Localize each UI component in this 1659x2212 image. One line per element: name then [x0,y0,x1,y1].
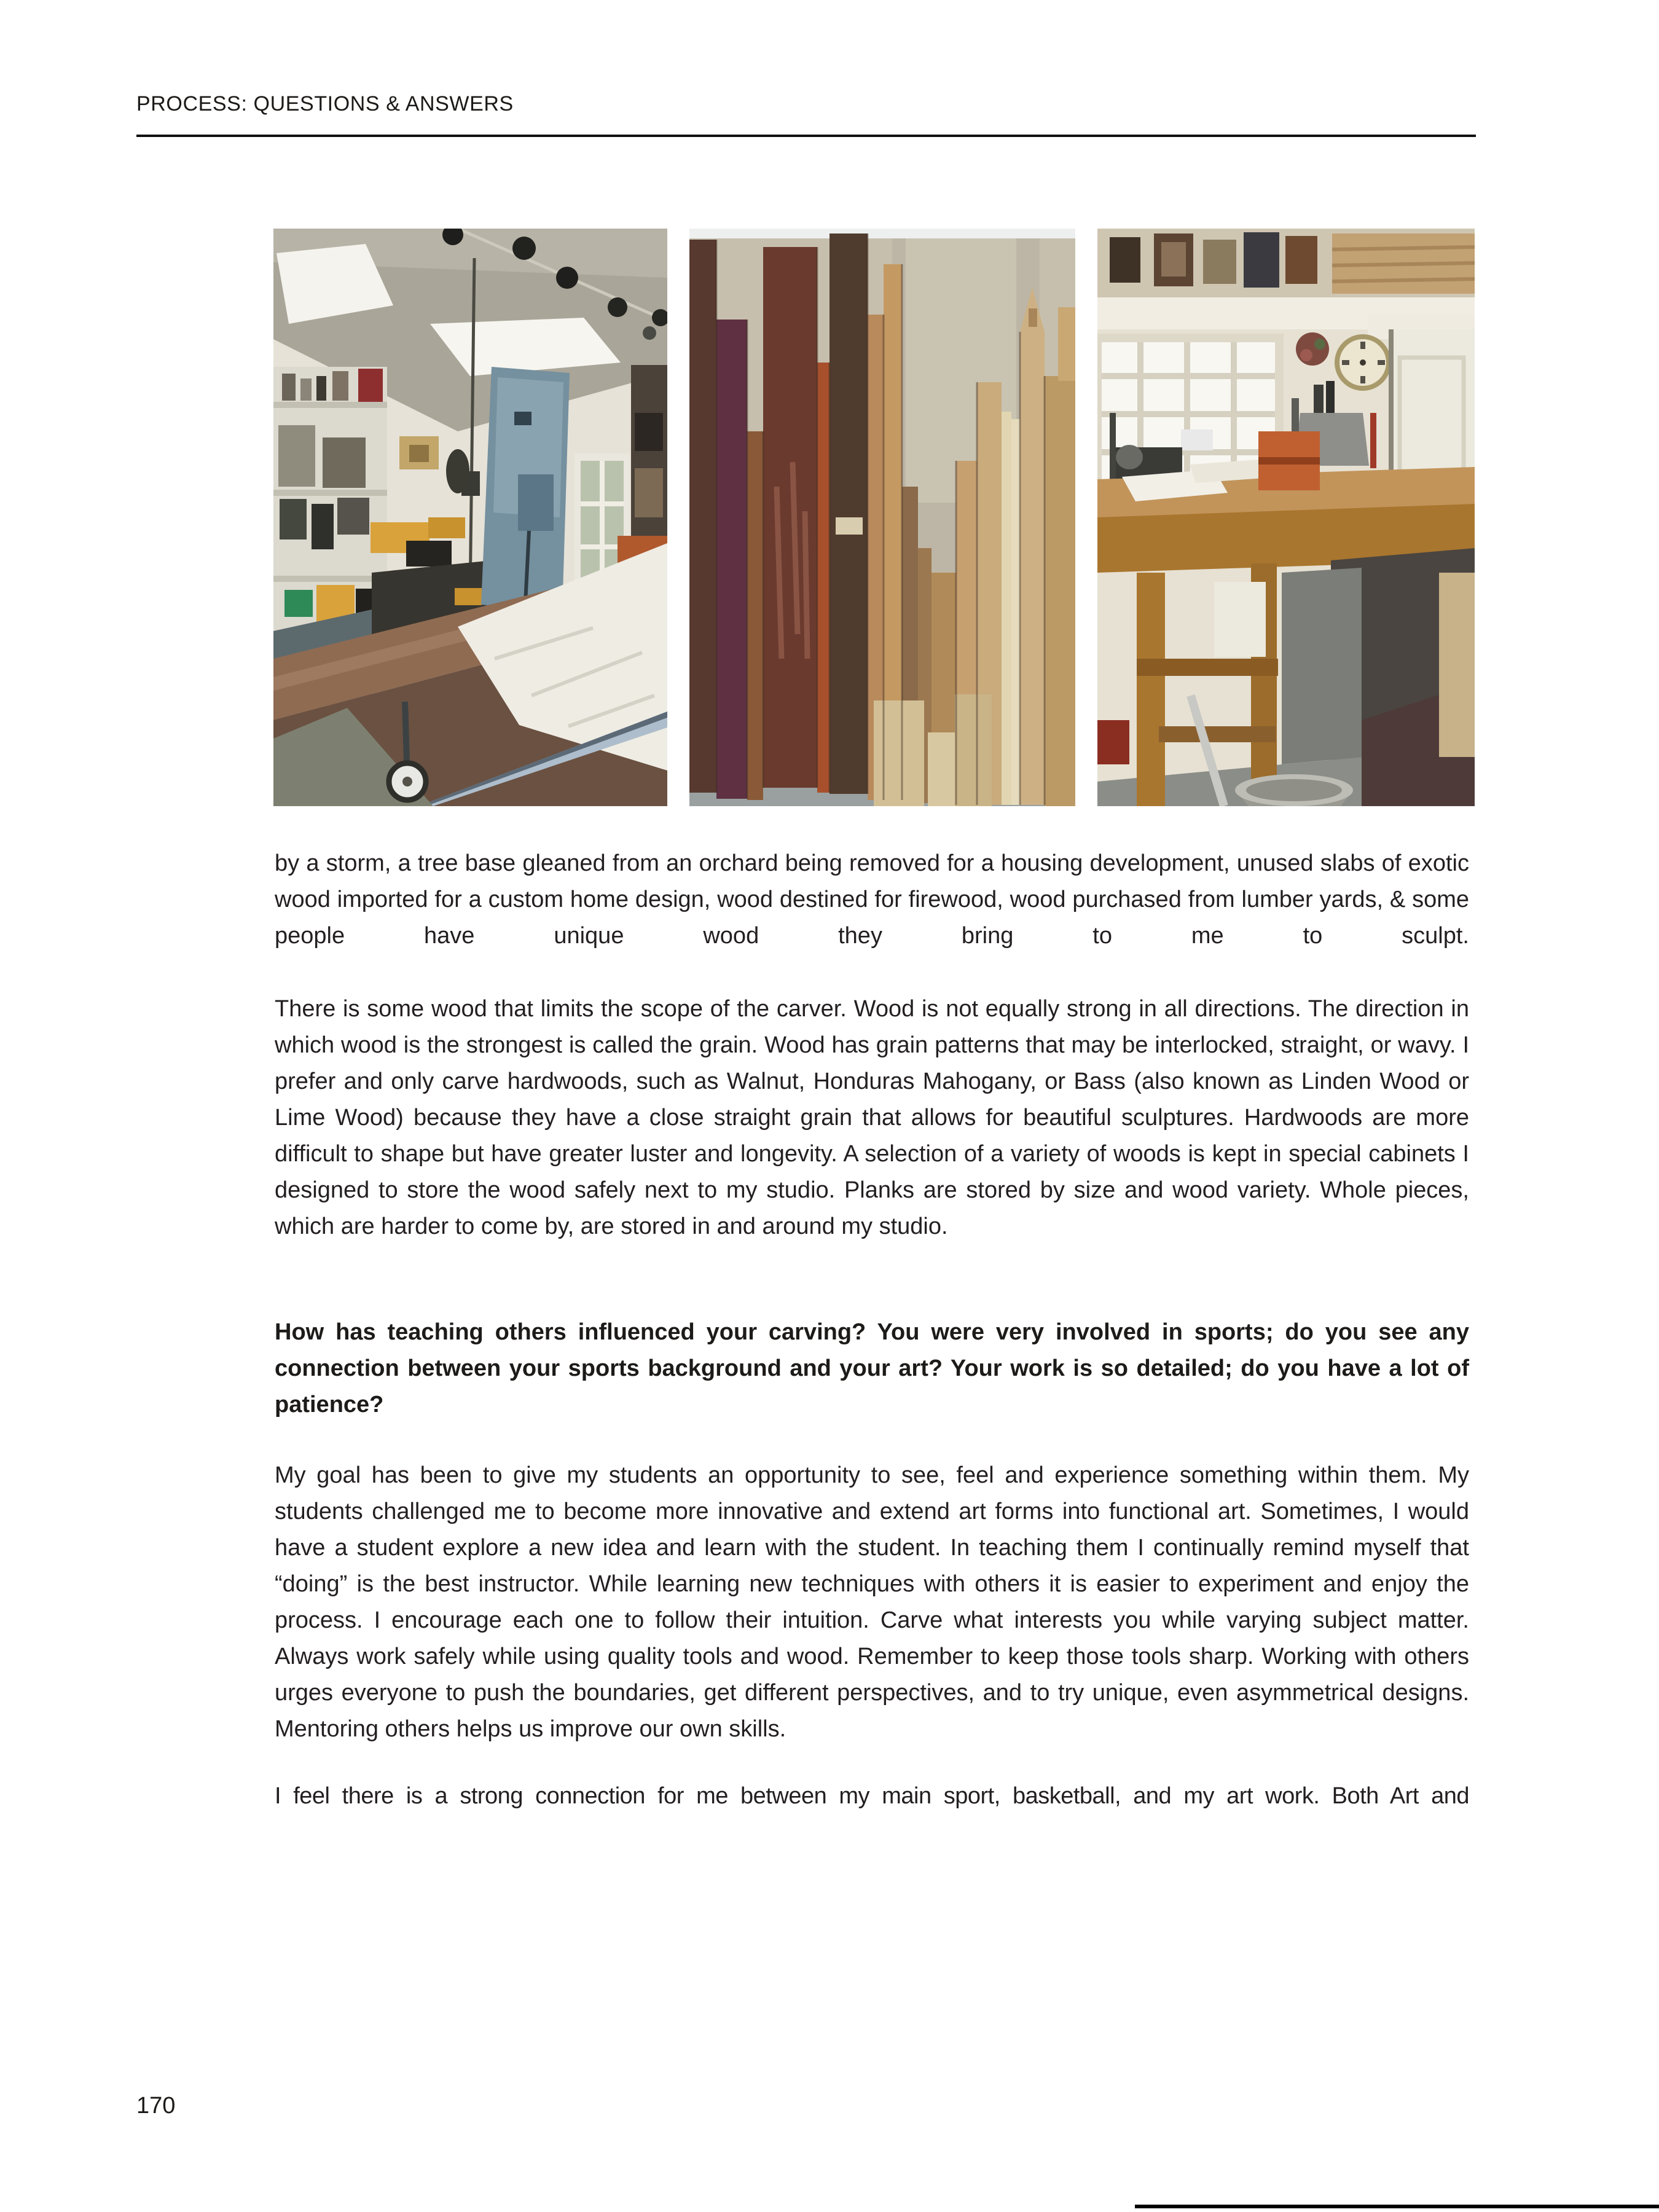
page-number: 170 [136,2093,176,2119]
paragraph-teaching-answer: My goal has been to give my students an opportunity to see, feel and experience something within them. My students challenged me to become more innovative and extend art forms into functional art. Sometimes, I would have a student explore a new idea and learn with the student. In teaching them I continually remind myself that “doing” is the best instructor. While learning new techniques with others it is easier to experiment and enjoy the process. I encourage each one to follow their intuition. Carve what interests you while varying subject matter. Always work safely while using quality tools and wood. Remember to keep those tools sharp. Working with others urges everyone to push the boundaries, get different perspectives, and to try unique, even asymmetrical designs. Mentoring others helps us improve our own skills. [275,1462,1469,1742]
lumber-stack-illustration [689,229,1075,806]
studio-bandsaw-illustration [273,229,667,806]
lumber-stack-photo [689,229,1075,806]
running-header: PROCESS: QUESTIONS & ANSWERS [136,92,514,116]
interview-question: How has teaching others influenced your carving? You were very involved in sports; do you see any connection between your sports background and your art? Your work is so detailed; do you have a lot of patience? [275,1319,1469,1418]
studio-window-photo [1097,229,1475,806]
studio-bandsaw-photo [273,229,667,806]
body-text [275,845,1469,1814]
paragraph-wood-sources: by a storm, a tree base gleaned from an orchard being removed for a housing development, unused slabs of exotic wood imported for a custom home design, wood destined for firewood, wood purchased from lumber yards, & some people have unique wood they bring to me to sculpt. [275,850,1469,949]
photo-row [273,229,1475,806]
studio-window-illustration [1097,229,1475,806]
page-edge-mark [1135,2205,1659,2208]
header-rule [136,135,1476,137]
paragraph-sports-connection: I feel there is a strong connection for me between my main sport, basketball, and my art work. Both Art and [275,1783,1469,1809]
paragraph-wood-grain: There is some wood that limits the scope of the carver. Wood is not equally strong in all directions. The direction in which wood is the strongest is called the grain. Wood has grain patterns that may be interlocked, straight, or wavy. I prefer and only carve hardwoods, such as Walnut, Honduras Mahogany, or Bass (also known as Linden Wood or Lime Wood) because they have a close straight grain that allows for beautiful sculptures. Hardwoods are more difficult to shape but have greater luster and longevity. A selection of a variety of woods is kept in special cabinets I designed to store the wood safely next to my studio. Planks are stored by size and wood variety. Whole pieces, which are harder to come by, are stored in and around my studio. [275,996,1469,1239]
